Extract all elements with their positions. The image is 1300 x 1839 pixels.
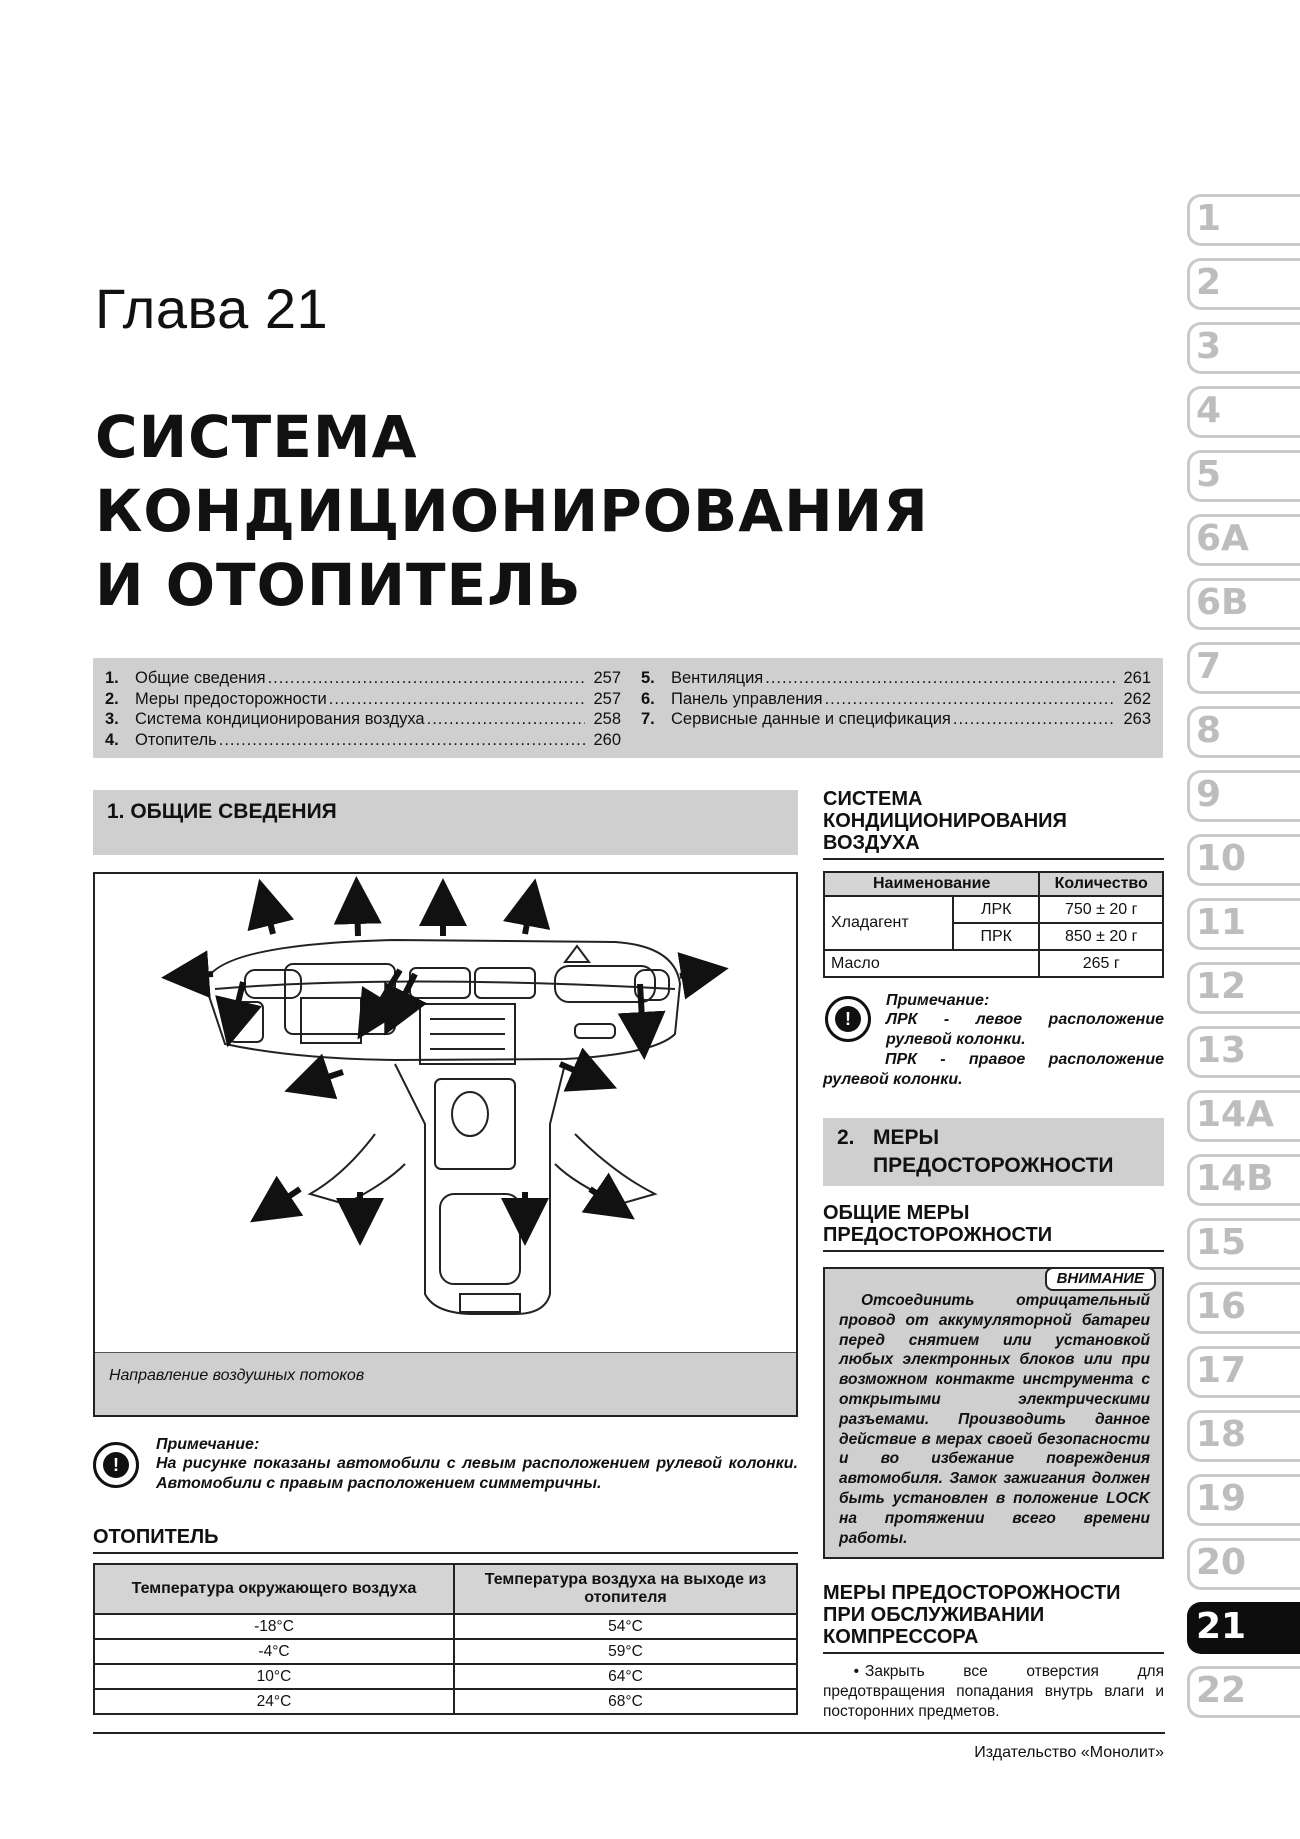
chapter-tab-label: 16 <box>1196 1286 1247 1327</box>
chapter-tab-label: 1 <box>1196 198 1222 239</box>
note-2-heading: Примечание: <box>886 992 990 1009</box>
heater-col-outlet: Температура воздуха на выходе из отопителя <box>454 1564 797 1614</box>
ac-spec-table <box>823 871 1164 978</box>
heater-col-ambient: Температура окружающего воздуха <box>94 1564 454 1614</box>
chapter-tab-label: 9 <box>1196 774 1222 815</box>
chapter-tab-20[interactable] <box>1183 1534 1300 1594</box>
chapter-tab-17[interactable] <box>1183 1342 1300 1402</box>
section-2-title-line-2: ПРЕДОСТОРОЖНОСТИ <box>873 1154 1114 1177</box>
chapter-tab-label: 14A <box>1196 1094 1274 1135</box>
chapter-tab-15[interactable] <box>1183 1214 1300 1274</box>
chapter-tab-19[interactable] <box>1183 1470 1300 1530</box>
toc-item[interactable]: 2. Меры предосторожности ..... 257 <box>105 689 621 710</box>
chapter-tab-label: 12 <box>1196 966 1247 1007</box>
chapter-tab-9[interactable] <box>1183 766 1300 826</box>
dashboard-airflow-illustration <box>95 874 796 1353</box>
chapter-tab-13[interactable] <box>1183 1022 1300 1082</box>
chapter-tab-label: 10 <box>1196 838 1247 879</box>
note-1-heading: Примечание: <box>156 1436 260 1453</box>
warning-text: Отсоединить отрицательный провод от аккумуляторной батареи перед снятием или установкой любых электронных блоков или при возможном контакте инструмента с открытыми электрическими разъемами. Производить данное действие в мерах своей безопасности и во избежание повреждения автомобиля. Замок зажигания должен быть установлен в положение LOCK на протяжении всего времени работы. <box>839 1292 1150 1547</box>
chapter-tab-6a[interactable] <box>1183 510 1300 570</box>
table-row: Масло 265 г <box>824 950 1163 977</box>
chapter-tab-label: 4 <box>1196 390 1222 431</box>
title-line-1: СИСТЕМА <box>95 403 418 471</box>
table-row: -18°C 54°C <box>94 1614 797 1639</box>
chapter-tab-18[interactable] <box>1183 1406 1300 1466</box>
chapter-tab-label: 14B <box>1196 1158 1274 1199</box>
chapter-tab-label: 19 <box>1196 1478 1247 1519</box>
chapter-label: Глава 21 <box>95 277 329 340</box>
note-2 <box>886 992 1164 1049</box>
chapter-tab-10[interactable] <box>1183 830 1300 890</box>
chapter-tab-4[interactable] <box>1183 382 1300 442</box>
toc-item[interactable]: 1. Общие сведения ..... 257 <box>105 668 621 689</box>
chapter-tab-14b[interactable] <box>1183 1150 1300 1210</box>
toc-item[interactable]: 3. Система кондиционирования воздуха ..... 258 <box>105 709 621 730</box>
note-2-line-2: ПРК - правое расположение рулевой колонки. <box>823 1051 1164 1088</box>
chapter-tab-6b[interactable] <box>1183 574 1300 634</box>
title-line-3: И ОТОПИТЕЛЬ <box>95 551 582 619</box>
chapter-tab-2[interactable] <box>1183 254 1300 314</box>
compressor-bullet: • Закрыть все отверстия для предотвращения попадания внутрь влаги и посторонних предметов. <box>823 1663 1164 1720</box>
section-2-number: 2. <box>837 1126 855 1149</box>
note-2-line-1: ЛРК - левое расположение рулевой колонки. <box>886 1011 1164 1048</box>
heater-heading: ОТОПИТЕЛЬ <box>93 1526 798 1554</box>
warning-box <box>823 1267 1164 1559</box>
compressor-precautions-heading: МЕРЫ ПРЕДОСТОРОЖНОСТИ ПРИ ОБСЛУЖИВАНИИ КОМПРЕССОРА <box>823 1582 1164 1654</box>
chapter-tab-label: 5 <box>1196 454 1222 495</box>
lightbulb-icon: ! <box>93 1442 139 1488</box>
chapter-tab-16[interactable] <box>1183 1278 1300 1338</box>
publisher-footer: Издательство «Монолит» <box>974 1744 1164 1761</box>
chapter-tab-11[interactable] <box>1183 894 1300 954</box>
general-precautions-heading: ОБЩИЕ МЕРЫ ПРЕДОСТОРОЖНОСТИ <box>823 1202 1164 1252</box>
chapter-tab-label: 18 <box>1196 1414 1247 1455</box>
bullet-icon: • <box>853 1663 859 1680</box>
table-row: -4°C 59°C <box>94 1639 797 1664</box>
chapter-tab-7[interactable] <box>1183 638 1300 698</box>
chapter-tab-label: 15 <box>1196 1222 1247 1263</box>
section-1-header <box>93 790 798 855</box>
chapter-tab-label: 6B <box>1196 582 1249 623</box>
section-1-title: 1. ОБЩИЕ СВЕДЕНИЯ <box>107 800 337 823</box>
footer-rule <box>93 1732 1165 1734</box>
chapter-tab-14a[interactable] <box>1183 1086 1300 1146</box>
figure-caption-bar <box>95 1352 796 1415</box>
ac-heading: СИСТЕМА КОНДИЦИОНИРОВАНИЯ ВОЗДУХА <box>823 788 1164 860</box>
toc-item[interactable]: 5. Вентиляция ..... 261 <box>641 668 1151 689</box>
figure-caption: Направление воздушных потоков <box>109 1367 365 1384</box>
chapter-tab-label: 11 <box>1196 902 1247 943</box>
chapter-tab-label: 21 <box>1196 1606 1247 1647</box>
chapter-tab-12[interactable] <box>1183 958 1300 1018</box>
chapter-tab-label: 3 <box>1196 326 1222 367</box>
chapter-tab-22[interactable] <box>1183 1662 1300 1722</box>
chapter-title <box>95 400 929 622</box>
toc-item[interactable]: 7. Сервисные данные и спецификация ..... 263 <box>641 709 1151 730</box>
chapter-tab-label: 6A <box>1196 518 1249 559</box>
chapter-tab-label: 2 <box>1196 262 1222 303</box>
note-1 <box>156 1436 798 1493</box>
table-of-contents <box>93 658 1163 758</box>
chapter-tab-label: 17 <box>1196 1350 1247 1391</box>
note-1-body: На рисунке показаны автомобили с левым расположением рулевой колонки. Автомобили с правым расположением симметричны. <box>156 1455 798 1492</box>
table-row: 10°C 64°C <box>94 1664 797 1689</box>
ac-col-qty: Количество <box>1039 872 1163 896</box>
warning-label: ВНИМАНИЕ <box>1045 1267 1156 1291</box>
chapter-tab-8[interactable] <box>1183 702 1300 762</box>
toc-right-column <box>641 668 1151 730</box>
chapter-tab-3[interactable] <box>1183 318 1300 378</box>
chapter-tab-1[interactable] <box>1183 190 1300 250</box>
table-row: ПРК 850 ± 20 г <box>824 923 1163 950</box>
airflow-figure <box>93 872 798 1417</box>
title-line-2: КОНДИЦИОНИРОВАНИЯ <box>95 477 929 545</box>
ac-col-name: Наименование <box>824 872 1039 896</box>
chapter-tab-label: 20 <box>1196 1542 1247 1583</box>
chapter-tab-label: 22 <box>1196 1670 1247 1711</box>
toc-left-column <box>105 668 621 750</box>
chapter-tab-label: 8 <box>1196 710 1222 751</box>
heater-table <box>93 1563 798 1715</box>
chapter-tab-21[interactable] <box>1183 1598 1300 1658</box>
table-row: 24°C 68°C <box>94 1689 797 1714</box>
toc-item[interactable]: 6. Панель управления ..... 262 <box>641 689 1151 710</box>
toc-item[interactable]: 4. Отопитель ..... 260 <box>105 730 621 751</box>
section-2-header <box>823 1118 1164 1186</box>
lightbulb-icon: ! <box>825 996 871 1042</box>
section-2-title-line-1: МЕРЫ <box>873 1126 940 1149</box>
chapter-tab-label: 13 <box>1196 1030 1247 1071</box>
chapter-tab-label: 7 <box>1196 646 1222 687</box>
chapter-tab-5[interactable] <box>1183 446 1300 506</box>
table-row: Хладагент ЛРК 750 ± 20 г <box>824 896 1163 923</box>
